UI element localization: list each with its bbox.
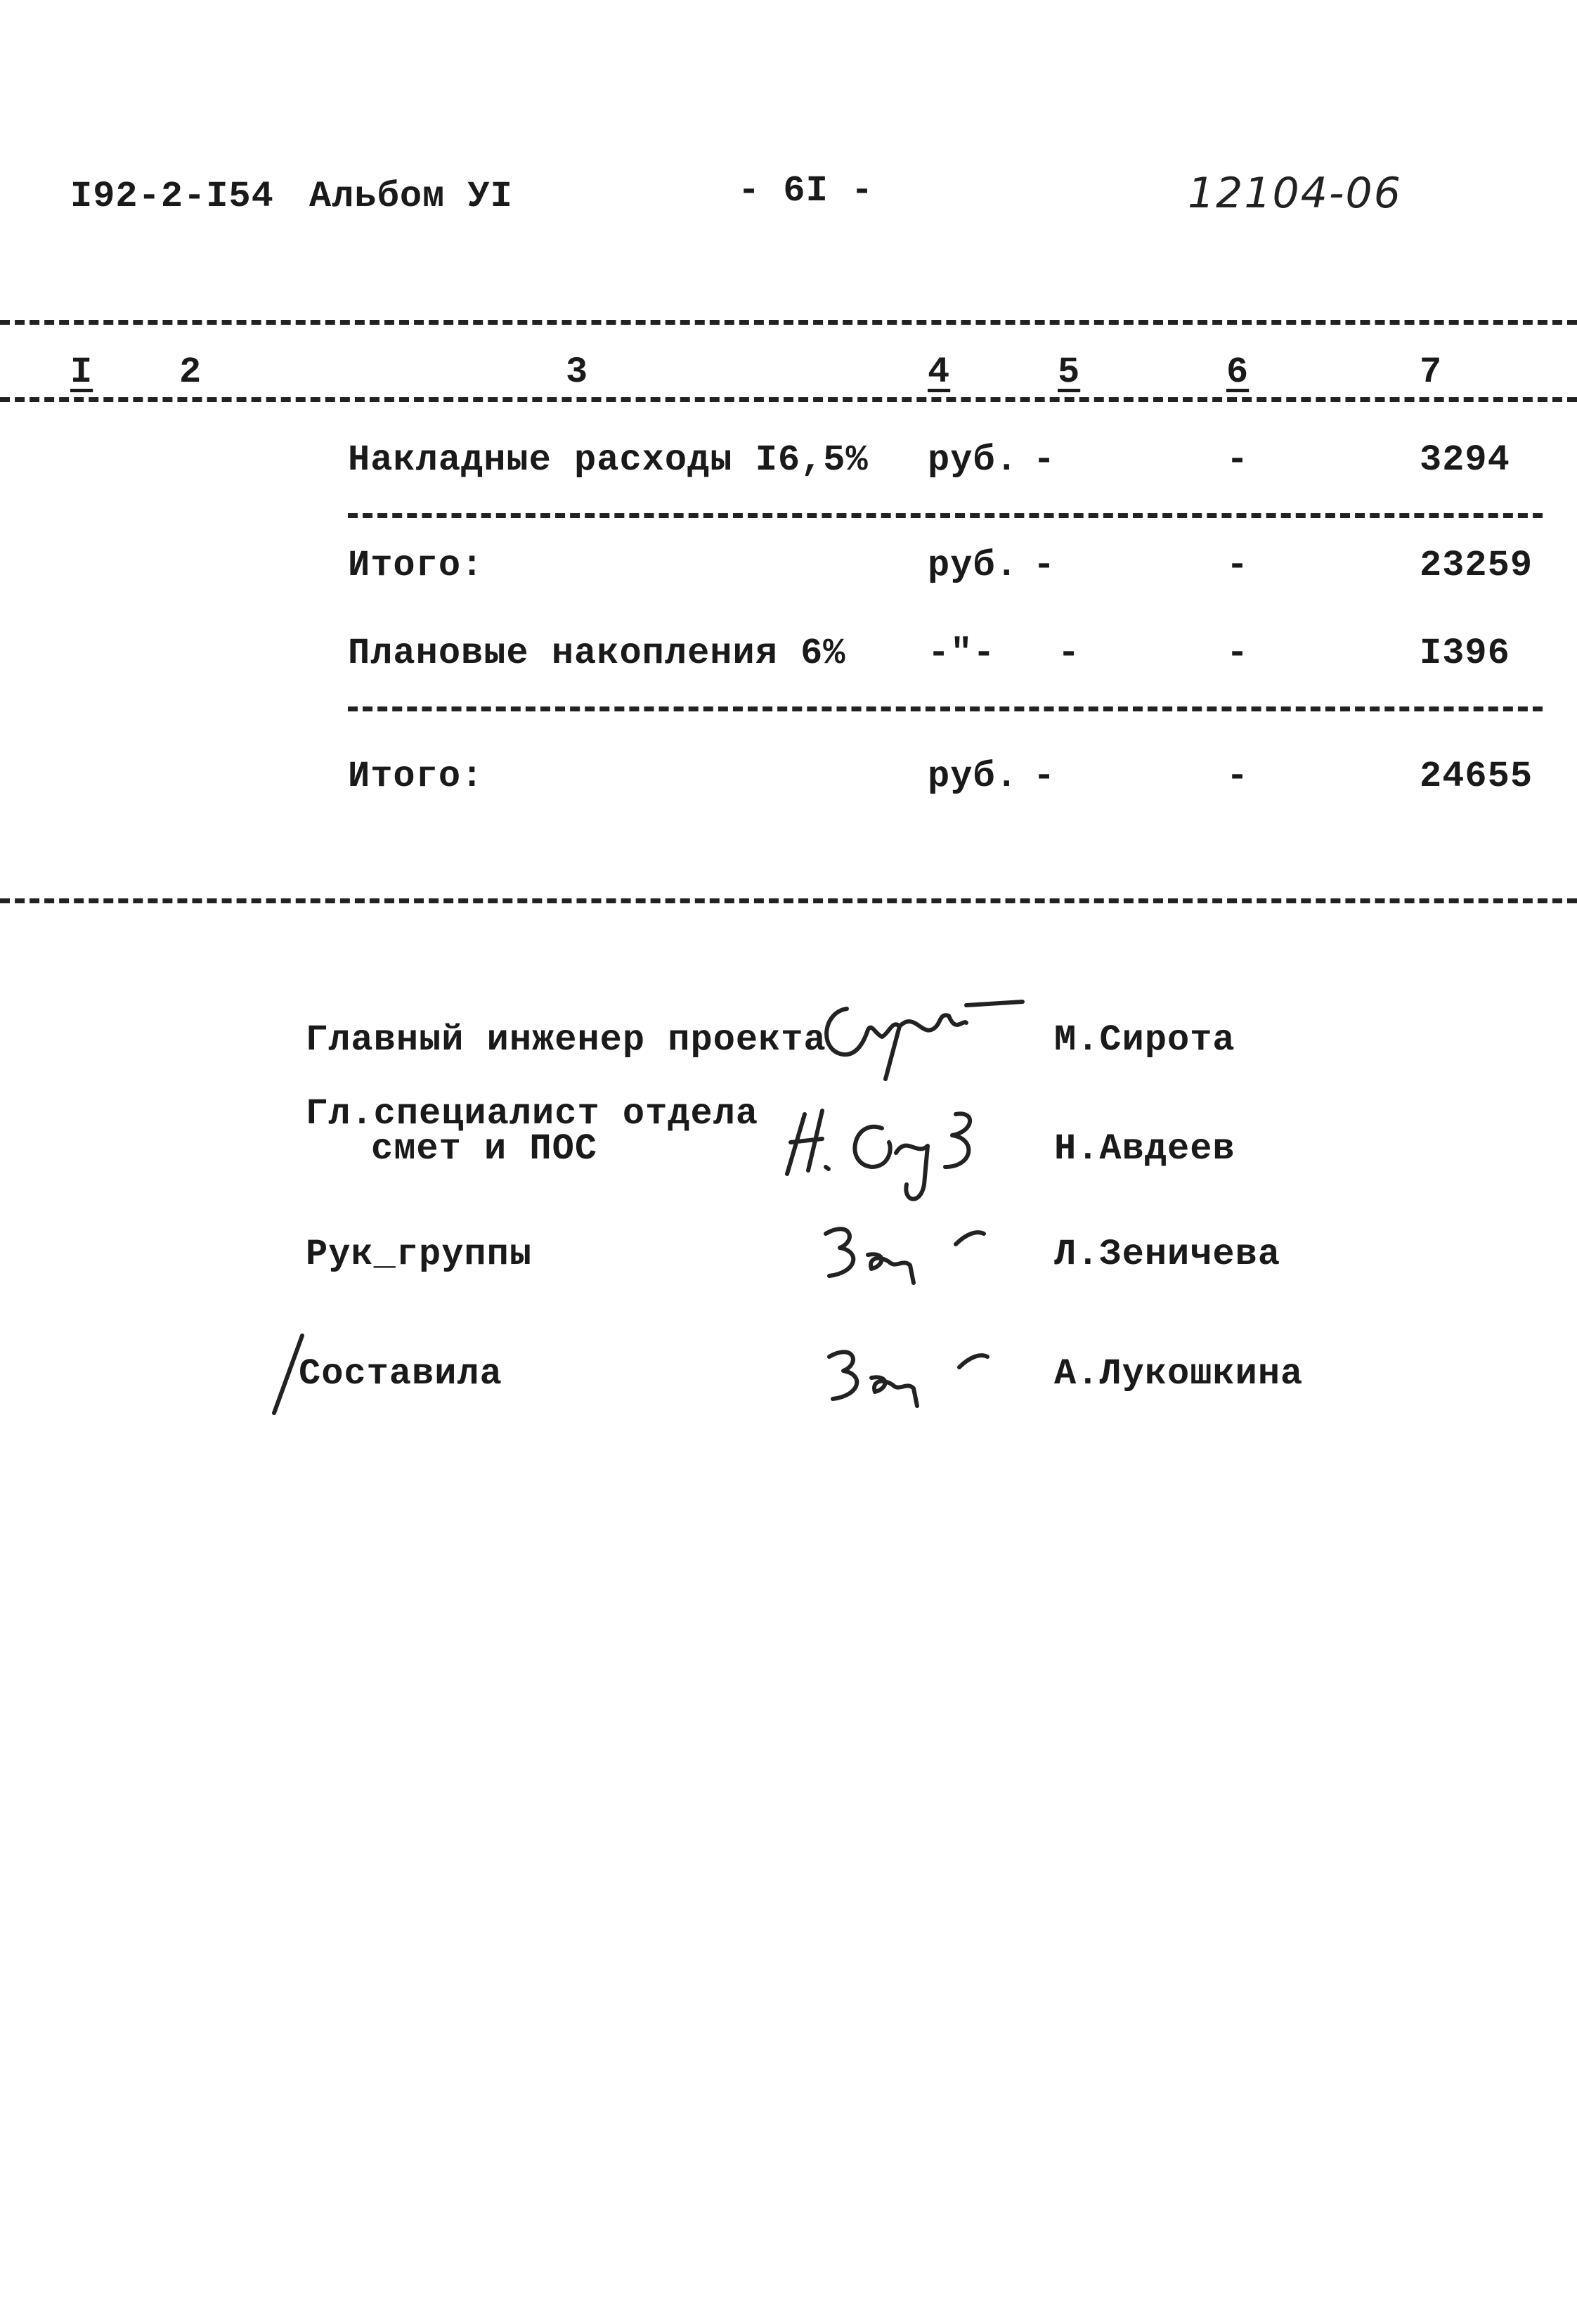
col-header-6: 6 [1226, 351, 1250, 393]
row-col5: - [1058, 633, 1081, 674]
signatory-name: М.Сирота [1054, 1019, 1235, 1061]
album-label: Альбом УI [309, 176, 513, 217]
row-col6: - [1226, 545, 1250, 586]
row-col6: - [1226, 439, 1250, 481]
table-top-rule [0, 320, 1577, 325]
signatory-role-continuation: смет и ПОС [371, 1128, 598, 1170]
signatory-role: Рук_группы [306, 1234, 533, 1275]
row-label: Накладные расходы I6,5% [348, 439, 869, 481]
handwritten-signature-icon [826, 1339, 994, 1416]
row-col6: - [1226, 756, 1250, 797]
row-unit: руб. [928, 756, 1018, 797]
signatory-name: А.Лукошкина [1054, 1353, 1304, 1395]
col-header-1: I [70, 351, 93, 393]
inventory-number: 12104-06 [1188, 169, 1402, 218]
signatory-role: Главный инженер проекта [306, 1019, 826, 1061]
col-header-2: 2 [179, 351, 202, 393]
row-col6: - [1226, 633, 1250, 674]
col-header-3: 3 [566, 351, 589, 393]
row-col5: - [1033, 545, 1056, 586]
row-label: Плановые накопления 6% [348, 633, 846, 674]
row-value: 3294 [1420, 439, 1510, 481]
subtotal-rule [348, 706, 1543, 711]
handwritten-signature-icon [822, 1216, 991, 1293]
row-unit: -"- [928, 633, 996, 674]
col-header-4: 4 [928, 351, 951, 393]
handwritten-signature-icon [815, 991, 1026, 1083]
handwritten-signature-icon [784, 1100, 1015, 1206]
signatory-name: Н.Авдеев [1054, 1128, 1235, 1170]
row-value: 23259 [1420, 545, 1533, 586]
row-unit: руб. [928, 545, 1018, 586]
doc-code: I92-2-I54 [70, 176, 274, 217]
row-label: Итого: [348, 545, 484, 586]
signatory-role: Составила [299, 1353, 502, 1395]
col-header-7: 7 [1420, 351, 1443, 393]
row-col5: - [1033, 439, 1056, 481]
row-label: Итого: [348, 756, 484, 797]
signatory-role: Гл.специалист отдела [306, 1093, 759, 1135]
row-col5: - [1033, 756, 1056, 797]
page-number: - 6I - [738, 170, 874, 212]
table-bottom-rule [0, 898, 1577, 903]
signatory-name: Л.Зеничева [1054, 1234, 1281, 1275]
col-header-5: 5 [1058, 351, 1081, 393]
column-header-rule [0, 397, 1577, 402]
row-unit: руб. [928, 439, 1018, 481]
subtotal-rule [348, 513, 1543, 518]
row-value: I396 [1420, 633, 1510, 674]
row-value: 24655 [1420, 756, 1533, 797]
